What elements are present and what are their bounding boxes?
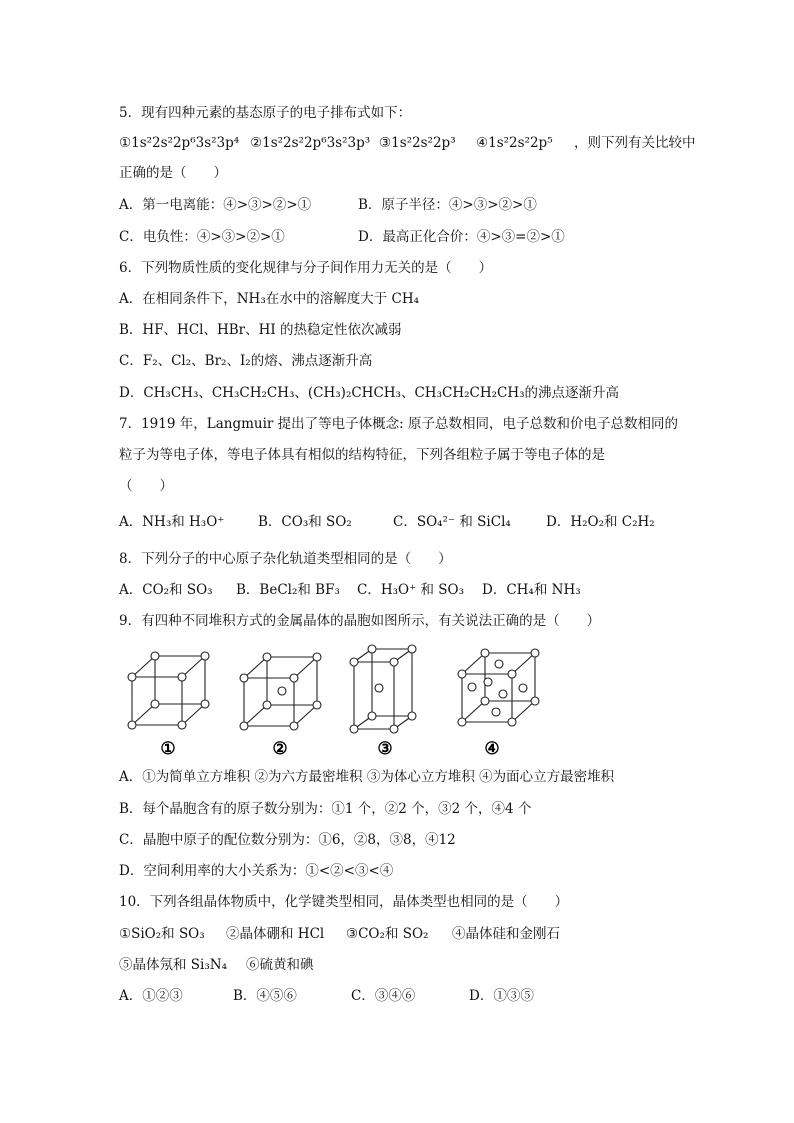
q9-stem: 9．有四种不同堆积方式的金属晶体的晶胞如图所示，有关说法正确的是（ ）	[119, 613, 601, 629]
q7-stem-line1: 7．1919 年，Langmuir 提出了等电子体概念: 原子总数相同，电子总数和价电子总数相同的	[119, 416, 678, 432]
crystal-cells-svg	[120, 642, 540, 760]
q7-option-c: C．SO₄²⁻ 和 SiCl₄	[393, 514, 511, 530]
q7-option-b: B．CO₃和 SO₂	[258, 514, 352, 530]
q5-option-b: B．原子半径：④>③>②>①	[358, 197, 537, 213]
q9-option-c: C．晶胞中原子的配位数分别为：①6，②8，③8，④12	[119, 832, 456, 848]
cell-simple-cubic	[128, 652, 209, 729]
q5-stem: 5．现有四种元素的基态原子的电子排布式如下：	[119, 105, 412, 121]
q5-config-2: ②1s²2s²2p⁶3s²3p³	[250, 135, 371, 151]
q5-config-4: ④1s²2s²2p⁵	[476, 135, 553, 151]
q5-stem-tail: ，则下列有关比较中	[574, 135, 696, 151]
q5-config-1: ①1s²2s²2p⁶3s²3p⁴	[119, 135, 240, 151]
cell-face-centered	[458, 649, 539, 726]
q10-item-5: ⑤晶体氖和 Si₃N₄	[119, 957, 227, 973]
q6-stem: 6．下列物质性质的变化规律与分子间作用力无关的是（ ）	[119, 260, 493, 276]
q8-option-b: B．BeCl₂和 BF₃	[236, 582, 340, 598]
q5-config-3: ③1s²2s²2p³	[379, 135, 456, 151]
q9-option-b: B．每个晶胞含有的原子数分别为：①1 个，②2 个，③2 个，④4 个	[119, 801, 532, 817]
q10-item-4: ④晶体硅和金刚石	[452, 926, 560, 942]
q8-option-c: C．H₃O⁺ 和 SO₃	[357, 582, 465, 598]
q6-option-a: A．在相同条件下，NH₃在水中的溶解度大于 CH₄	[119, 291, 420, 307]
q5-option-c: C．电负性：④>③>②>①	[119, 229, 285, 245]
q10-stem: 10．下列各组晶体物质中，化学键类型相同，晶体类型也相同的是（ ）	[119, 894, 569, 910]
q7-stem-line3: （ ）	[119, 478, 173, 494]
q7-option-d: D．H₂O₂和 C₂H₂	[546, 514, 655, 530]
cell-body-centered	[240, 653, 321, 730]
q6-option-b: B．HF、HCl、HBr、HI 的热稳定性依次减弱	[119, 322, 402, 338]
q9-option-d: D．空间利用率的大小关系为：①<②<③<④	[119, 863, 394, 879]
q5-stem-tail2: 正确的是（ ）	[119, 165, 227, 181]
q7-option-a: A．NH₃和 H₃O⁺	[119, 514, 225, 530]
q5-option-d: D．最高正化合价：④>③=②>①	[358, 229, 565, 245]
figure-label-1: ①	[160, 739, 176, 759]
q7-stem-line2: 粒子为等电子体，等电子体具有相似的结构特征，下列各组粒子属于等电子体的是	[119, 447, 605, 463]
q8-option-a: A．CO₂和 SO₃	[119, 582, 213, 598]
q10-item-3: ③CO₂和 SO₂	[346, 926, 429, 942]
figure-label-4: ④	[484, 739, 500, 759]
q8-option-d: D．CH₄和 NH₃	[482, 582, 581, 598]
q10-option-d: D．①③⑤	[469, 988, 534, 1004]
q8-stem: 8．下列分子的中心原子杂化轨道类型相同的是（ ）	[119, 551, 452, 567]
q6-option-d: D．CH₃CH₃、CH₃CH₂CH₃、(CH₃)₂CHCH₃、CH₃CH₂CH₂CH₃的沸点逐渐升高	[119, 385, 620, 401]
q9-option-a: A．①为简单立方堆积 ②为六方最密堆积 ③为体心立方堆积 ④为面心立方最密堆积	[119, 769, 615, 785]
q5-option-a: A．第一电离能：④>③>②>①	[119, 197, 312, 213]
q10-option-b: B．④⑤⑥	[233, 988, 297, 1004]
figure-label-2: ②	[272, 739, 288, 759]
q10-item-2: ②晶体硼和 HCl	[226, 926, 325, 942]
figure-label-3: ③	[377, 739, 393, 759]
q10-item-6: ⑥硫黄和碘	[246, 957, 314, 973]
q10-option-c: C．③④⑥	[351, 988, 416, 1004]
cell-hexagonal	[350, 645, 416, 733]
q6-option-c: C．F₂、Cl₂、Br₂、I₂的熔、沸点逐渐升高	[119, 353, 373, 369]
q10-option-a: A．①②③	[119, 988, 183, 1004]
q10-item-1: ①SiO₂和 SO₃	[119, 926, 205, 942]
crystal-cells-figure	[120, 642, 540, 760]
